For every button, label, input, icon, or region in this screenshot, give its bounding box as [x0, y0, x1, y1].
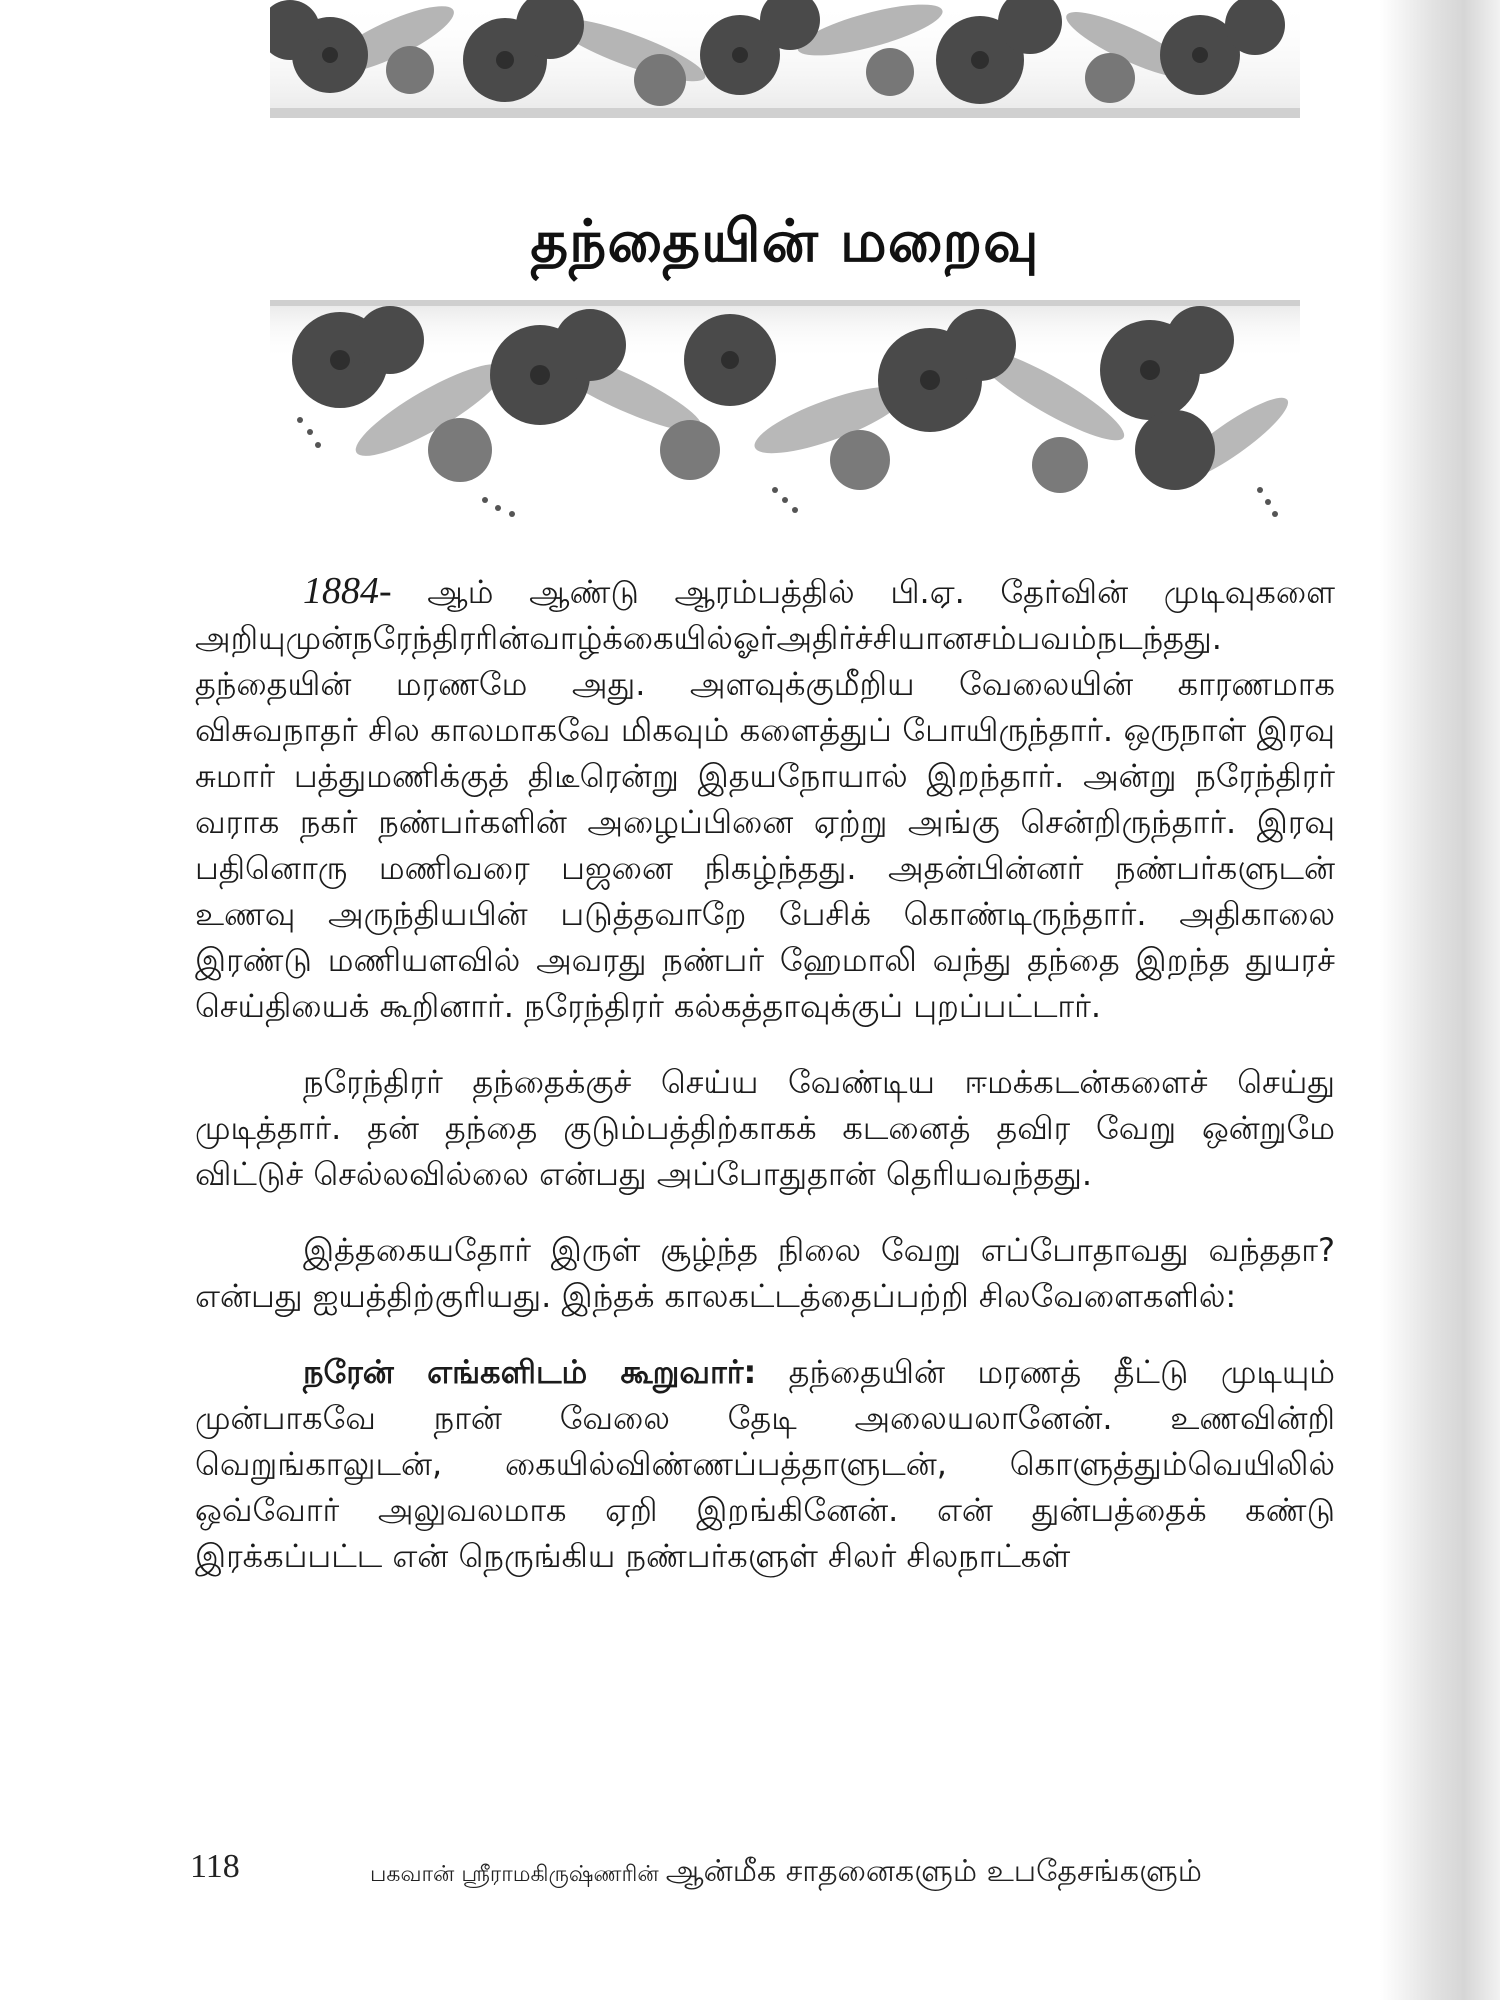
top-floral-banner: [270, 0, 1300, 118]
year-1884: 1884-: [303, 570, 392, 612]
paragraph-4: [195, 1349, 1335, 1579]
page-edge-shadow: [1380, 0, 1500, 2000]
chapter-title: தந்தையின் மறைவு: [530, 206, 1040, 275]
bottom-floral-banner: [270, 300, 1300, 530]
paragraph-2-text: நரேந்திரர் தந்தைக்குச் செய்ய வேண்டிய ஈமக்கடன்களைச் செய்து முடித்தார். தன் தந்தை குடும்பத்திற்காகக் கடனைத் தவிர வேறு ஒன்றுமே விட்டுச் செல்லவில்லை என்பது அப்போதுதான் தெரியவந்தது.: [195, 1063, 1335, 1193]
paragraph-2: [195, 1059, 1335, 1197]
paragraph-3: [195, 1227, 1335, 1319]
paragraph-4-lead: நரேன் எங்களிடம் கூறுவார்:: [303, 1353, 757, 1391]
page-number: 118: [190, 1848, 240, 1885]
paragraph-1-text: ஆம் ஆண்டு ஆரம்பத்தில் பி.ஏ. தேர்வின் முடிவுகளை அறியுமுன்நரேந்திரரின்வாழ்க்கையில்ஓர்அதிர்ச்சியானசம்பவம்நடந்தது. தந்தையின் மரணமே அது. அளவுக்குமீறிய வேலையின் காரணமாக விசுவநாதர் சில காலமாகவே மிகவும் களைத்துப் போயிருந்தார். ஒருநாள் இரவு சுமார் பத்துமணிக்குத் திடீரென்று இதயநோயால் இறந்தார். அன்று நரேந்திரர் வராக நகர் நண்பர்களின் அழைப்பினை ஏற்று அங்கு சென்றிருந்தார். இரவு பதினொரு மணிவரை பஜனை நிகழ்ந்தது. அதன்பின்னர் நண்பர்களுடன் உணவு அருந்தியபின் படுத்தவாறே பேசிக் கொண்டிருந்தார். அதிகாலை இரண்டு மணியளவில் அவரது நண்பர் ஹேமாலி வந்து தந்தை இறந்த துயரச் செய்தியைக் கூறினார். நரேந்திரர் கல்கத்தாவுக்குப் புறப்பட்டார்.: [195, 573, 1335, 1025]
running-title: [370, 1854, 1202, 1893]
chapter-body: [195, 568, 1335, 1609]
running-title-small: பகவான் ஸ்ரீராமகிருஷ்ணரின்: [370, 1862, 659, 1887]
running-title-large: ஆன்மீக சாதனைகளும் உபதேசங்களும்: [665, 1854, 1202, 1889]
paragraph-4-text: தந்தையின் மரணத் தீட்டு முடியும் முன்பாகவே நான் வேலை தேடி அலையலானேன். உணவின்றி வெறுங்காலுடன், கையில்விண்ணப்பத்தாளுடன், கொளுத்தும்வெயிலில் ஒவ்வோர் அலுவலமாக ஏறி இறங்கினேன். என் துன்பத்தைக் கண்டு இரக்கப்பட்ட என் நெருங்கிய நண்பர்களுள் சிலர் சிலநாட்கள்: [195, 1353, 1335, 1575]
page-footer: [190, 1848, 1340, 1898]
paragraph-3-text: இத்தகையதோர் இருள் சூழ்ந்த நிலை வேறு எப்போதாவது வந்ததா? என்பது ஐயத்திற்குரியது. இந்தக் காலகட்டத்தைப்பற்றி சிலவேளைகளில்:: [195, 1231, 1335, 1315]
paragraph-1: [195, 568, 1335, 1029]
